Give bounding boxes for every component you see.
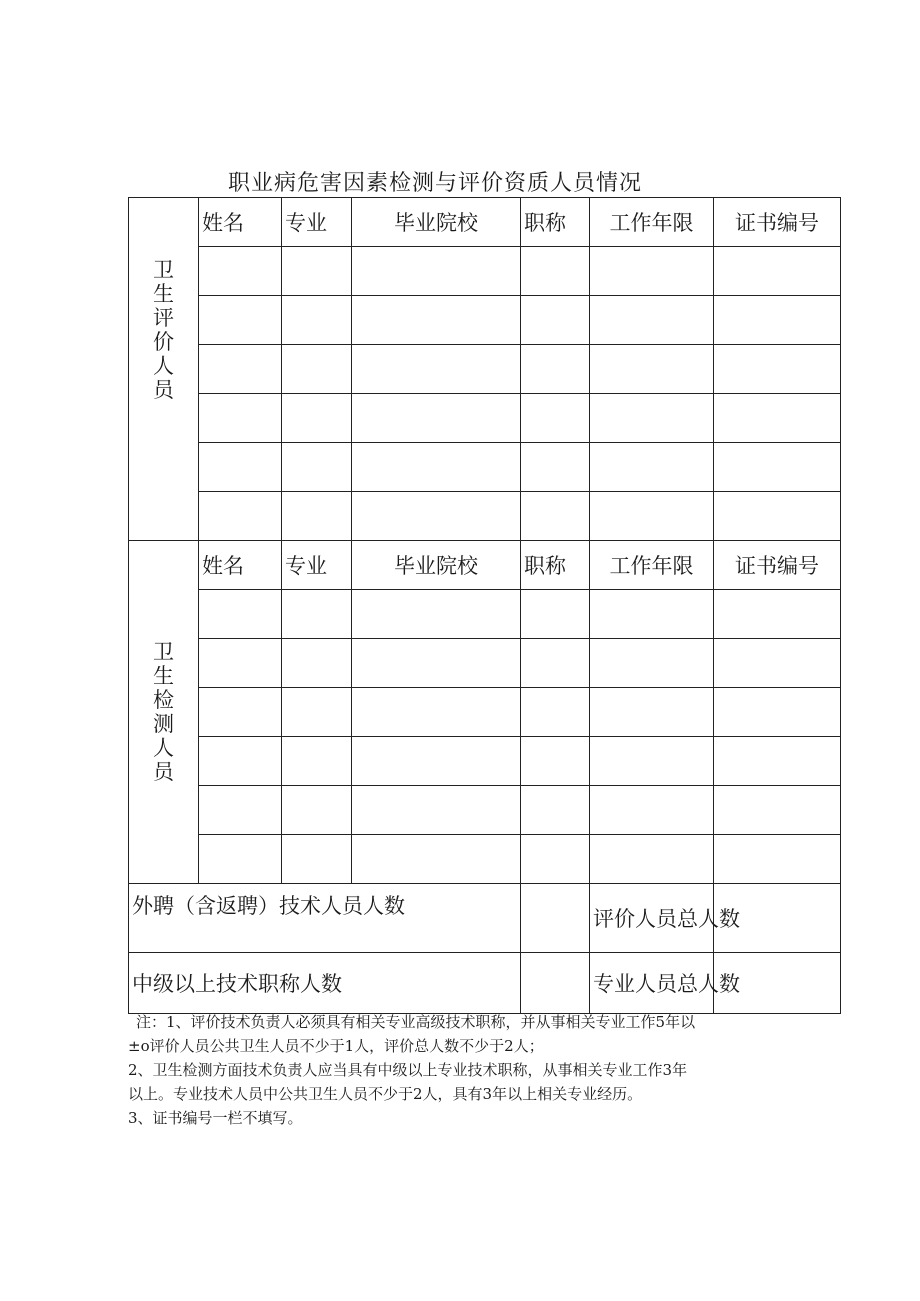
col-major-header: 专业: [282, 198, 352, 247]
major-cell[interactable]: [282, 737, 352, 786]
external-staff-value[interactable]: [521, 884, 590, 953]
major-cell[interactable]: [282, 394, 352, 443]
major-cell[interactable]: [282, 835, 352, 884]
title-cell[interactable]: [521, 786, 590, 835]
school-cell[interactable]: [352, 247, 521, 296]
cert-cell[interactable]: [714, 835, 841, 884]
col-title-header: 职称: [521, 198, 590, 247]
years-cell[interactable]: [590, 737, 714, 786]
col-school-header: 毕业院校: [352, 541, 521, 590]
notes-block: [128, 1010, 840, 1130]
name-cell[interactable]: [199, 737, 282, 786]
note-line-2: ±o评价人员公共卫生人员不少于1人，评价总人数不少于2人；: [128, 1037, 544, 1055]
name-cell[interactable]: [199, 345, 282, 394]
note-line-1: 注：1、评价技术负责人必须具有相关专业高级技术职称，并从事相关专业工作5年以: [136, 1013, 696, 1031]
col-cert-header: 证书编号: [714, 541, 841, 590]
table-row: [129, 345, 841, 394]
cert-cell[interactable]: [714, 639, 841, 688]
cert-cell[interactable]: [714, 345, 841, 394]
title-cell[interactable]: [521, 688, 590, 737]
personnel-table: [128, 197, 841, 1014]
external-staff-label: 外聘（含返聘）技术人员人数: [129, 884, 521, 953]
cert-cell[interactable]: [714, 247, 841, 296]
eval-total-label: 评价人员总人数: [590, 884, 714, 953]
note-line-3: 2、卫生检测方面技术负责人应当具有中级以上专业技术职称，从事相关专业工作3年: [128, 1061, 688, 1079]
section-label-testing: 卫 生 检 测 人 员: [129, 541, 199, 884]
title-cell[interactable]: [521, 492, 590, 541]
table-row: [129, 688, 841, 737]
note-line-5: 3、证书编号一栏不填写。: [128, 1109, 303, 1127]
form-title: 职业病危害因素检测与评价资质人员情况: [228, 171, 643, 196]
school-cell[interactable]: [352, 590, 521, 639]
name-cell[interactable]: [199, 296, 282, 345]
years-cell[interactable]: [590, 492, 714, 541]
cert-cell[interactable]: [714, 443, 841, 492]
title-cell[interactable]: [521, 345, 590, 394]
cert-cell[interactable]: [714, 688, 841, 737]
col-name-header: 姓名: [199, 198, 282, 247]
eval-header-row: [129, 198, 841, 247]
table-row: [129, 590, 841, 639]
title-cell[interactable]: [521, 247, 590, 296]
years-cell[interactable]: [590, 639, 714, 688]
title-cell[interactable]: [521, 443, 590, 492]
major-cell[interactable]: [282, 443, 352, 492]
school-cell[interactable]: [352, 296, 521, 345]
years-cell[interactable]: [590, 688, 714, 737]
major-cell[interactable]: [282, 639, 352, 688]
years-cell[interactable]: [590, 443, 714, 492]
major-cell[interactable]: [282, 688, 352, 737]
years-cell[interactable]: [590, 786, 714, 835]
cert-cell[interactable]: [714, 492, 841, 541]
col-school-header: 毕业院校: [352, 198, 521, 247]
col-title-header: 职称: [521, 541, 590, 590]
section-label-evaluation: 卫 生 评 价 人 员: [129, 198, 199, 541]
name-cell[interactable]: [199, 786, 282, 835]
years-cell[interactable]: [590, 296, 714, 345]
major-cell[interactable]: [282, 247, 352, 296]
intermediate-title-value[interactable]: [521, 953, 590, 1014]
name-cell[interactable]: [199, 394, 282, 443]
professional-total-label: 专业人员总人数: [590, 953, 714, 1014]
cert-cell[interactable]: [714, 590, 841, 639]
years-cell[interactable]: [590, 345, 714, 394]
major-cell[interactable]: [282, 492, 352, 541]
table-row: [129, 394, 841, 443]
table-row: [129, 247, 841, 296]
name-cell[interactable]: [199, 492, 282, 541]
name-cell[interactable]: [199, 835, 282, 884]
major-cell[interactable]: [282, 296, 352, 345]
school-cell[interactable]: [352, 639, 521, 688]
school-cell[interactable]: [352, 492, 521, 541]
table-row: [129, 296, 841, 345]
school-cell[interactable]: [352, 688, 521, 737]
school-cell[interactable]: [352, 443, 521, 492]
cert-cell[interactable]: [714, 296, 841, 345]
major-cell[interactable]: [282, 590, 352, 639]
note-line-4: 以上。专业技术人员中公共卫生人员不少于2人，具有3年以上相关专业经历。: [128, 1085, 643, 1103]
summary-row-1: [129, 884, 841, 953]
name-cell[interactable]: [199, 688, 282, 737]
col-years-header: 工作年限: [590, 541, 714, 590]
title-cell[interactable]: [521, 639, 590, 688]
col-cert-header: 证书编号: [714, 198, 841, 247]
school-cell[interactable]: [352, 737, 521, 786]
test-header-row: [129, 541, 841, 590]
table-row: [129, 492, 841, 541]
cert-cell[interactable]: [714, 786, 841, 835]
name-cell[interactable]: [199, 590, 282, 639]
school-cell[interactable]: [352, 345, 521, 394]
title-cell[interactable]: [521, 737, 590, 786]
years-cell[interactable]: [590, 394, 714, 443]
school-cell[interactable]: [352, 786, 521, 835]
school-cell[interactable]: [352, 394, 521, 443]
summary-row-2: [129, 953, 841, 1014]
table-row: [129, 639, 841, 688]
cert-cell[interactable]: [714, 737, 841, 786]
name-cell[interactable]: [199, 443, 282, 492]
years-cell[interactable]: [590, 247, 714, 296]
col-years-header: 工作年限: [590, 198, 714, 247]
col-name-header: 姓名: [199, 541, 282, 590]
table-row: [129, 443, 841, 492]
major-cell[interactable]: [282, 786, 352, 835]
table-row: [129, 737, 841, 786]
title-cell[interactable]: [521, 296, 590, 345]
cert-cell[interactable]: [714, 394, 841, 443]
name-cell[interactable]: [199, 247, 282, 296]
title-cell[interactable]: [521, 590, 590, 639]
major-cell[interactable]: [282, 345, 352, 394]
table-row: [129, 835, 841, 884]
years-cell[interactable]: [590, 590, 714, 639]
title-cell[interactable]: [521, 835, 590, 884]
name-cell[interactable]: [199, 639, 282, 688]
school-cell[interactable]: [352, 835, 521, 884]
years-cell[interactable]: [590, 835, 714, 884]
title-cell[interactable]: [521, 394, 590, 443]
intermediate-title-label: 中级以上技术职称人数: [129, 953, 521, 1014]
col-major-header: 专业: [282, 541, 352, 590]
table-row: [129, 786, 841, 835]
